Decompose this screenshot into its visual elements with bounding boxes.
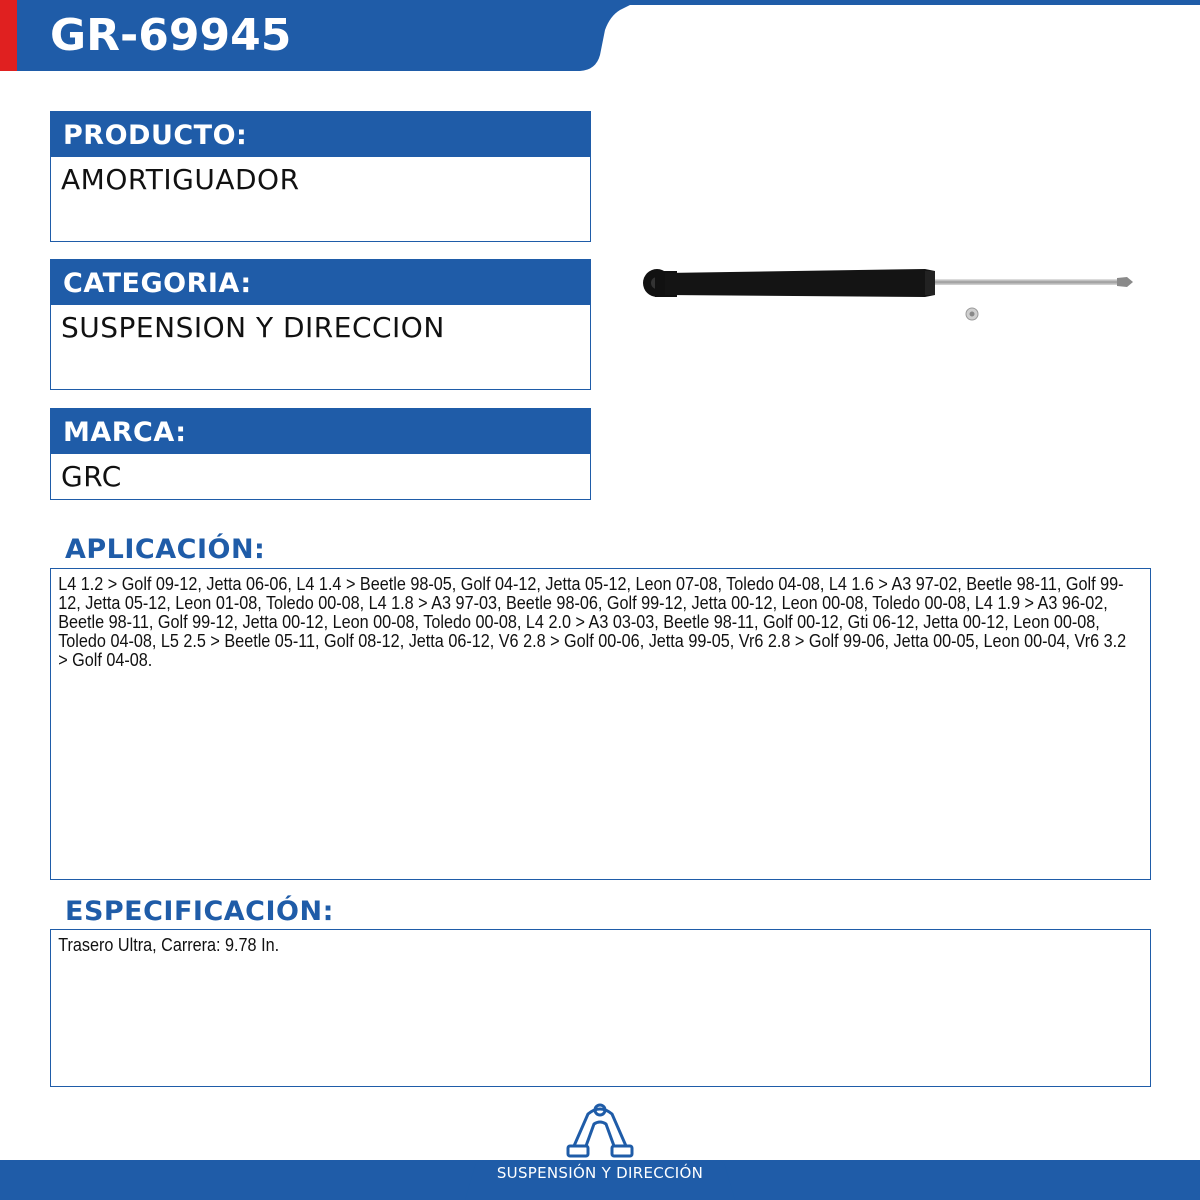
producto-box: [50, 111, 591, 242]
aplicacion-title: APLICACIÓN:: [65, 534, 266, 565]
shock-absorber-image: [635, 255, 1145, 335]
marca-box: [50, 408, 591, 500]
marca-value: GRC: [61, 460, 122, 493]
categoria-box: [50, 259, 591, 390]
categoria-label: CATEGORIA:: [51, 260, 590, 305]
product-sku: GR-69945: [50, 10, 292, 61]
marca-label: MARCA:: [51, 409, 590, 454]
producto-value: AMORTIGUADOR: [61, 163, 300, 196]
especificacion-title: ESPECIFICACIÓN:: [65, 896, 334, 927]
producto-label: PRODUCTO:: [51, 112, 590, 157]
footer-label: SUSPENSIÓN Y DIRECCIÓN: [496, 1164, 704, 1182]
control-arm-icon: [564, 1100, 636, 1164]
especificacion-box: [50, 929, 1151, 1087]
especificacion-text: Trasero Ultra, Carrera: 9.78 In.: [58, 935, 280, 955]
aplicacion-box: [50, 568, 1151, 880]
aplicacion-text: L4 1.2 > Golf 09-12, Jetta 06-06, L4 1.4 > Beetle 98-05, Golf 04-12, Jetta 05-12, Leon 07-08, Toledo 04-08, L4 1.6 > A3 97-02, Beetle 98-11, Golf 99-12, Jetta 05-12, Leon 01-08, Toledo 00-08, L4 1.8 > A3 97-03, Beetle 98-06, Golf 99-12, Jetta 00-12, Leon 00-08, Toledo 00-08, L4 1.9 > A3 96-02, Beetle 98-11, Golf 99-12, Jetta 00-12, Leon 00-08, Toledo 00-08, L4 2.0 > A3 03-03, Beetle 98-11, Golf 00-12, Gti 06-12, Jetta 00-12, Leon 00-08, Toledo 04-08, L5 2.5 > Beetle 05-11, Golf 08-12, Jetta 06-12, V6 2.8 > Golf 00-06, Jetta 99-05, Vr6 2.8 > Golf 99-06, Jetta 00-05, Leon 00-04, Vr6 3.2 > Golf 04-08.: [58, 574, 1127, 670]
categoria-value: SUSPENSION Y DIRECCION: [61, 311, 445, 344]
